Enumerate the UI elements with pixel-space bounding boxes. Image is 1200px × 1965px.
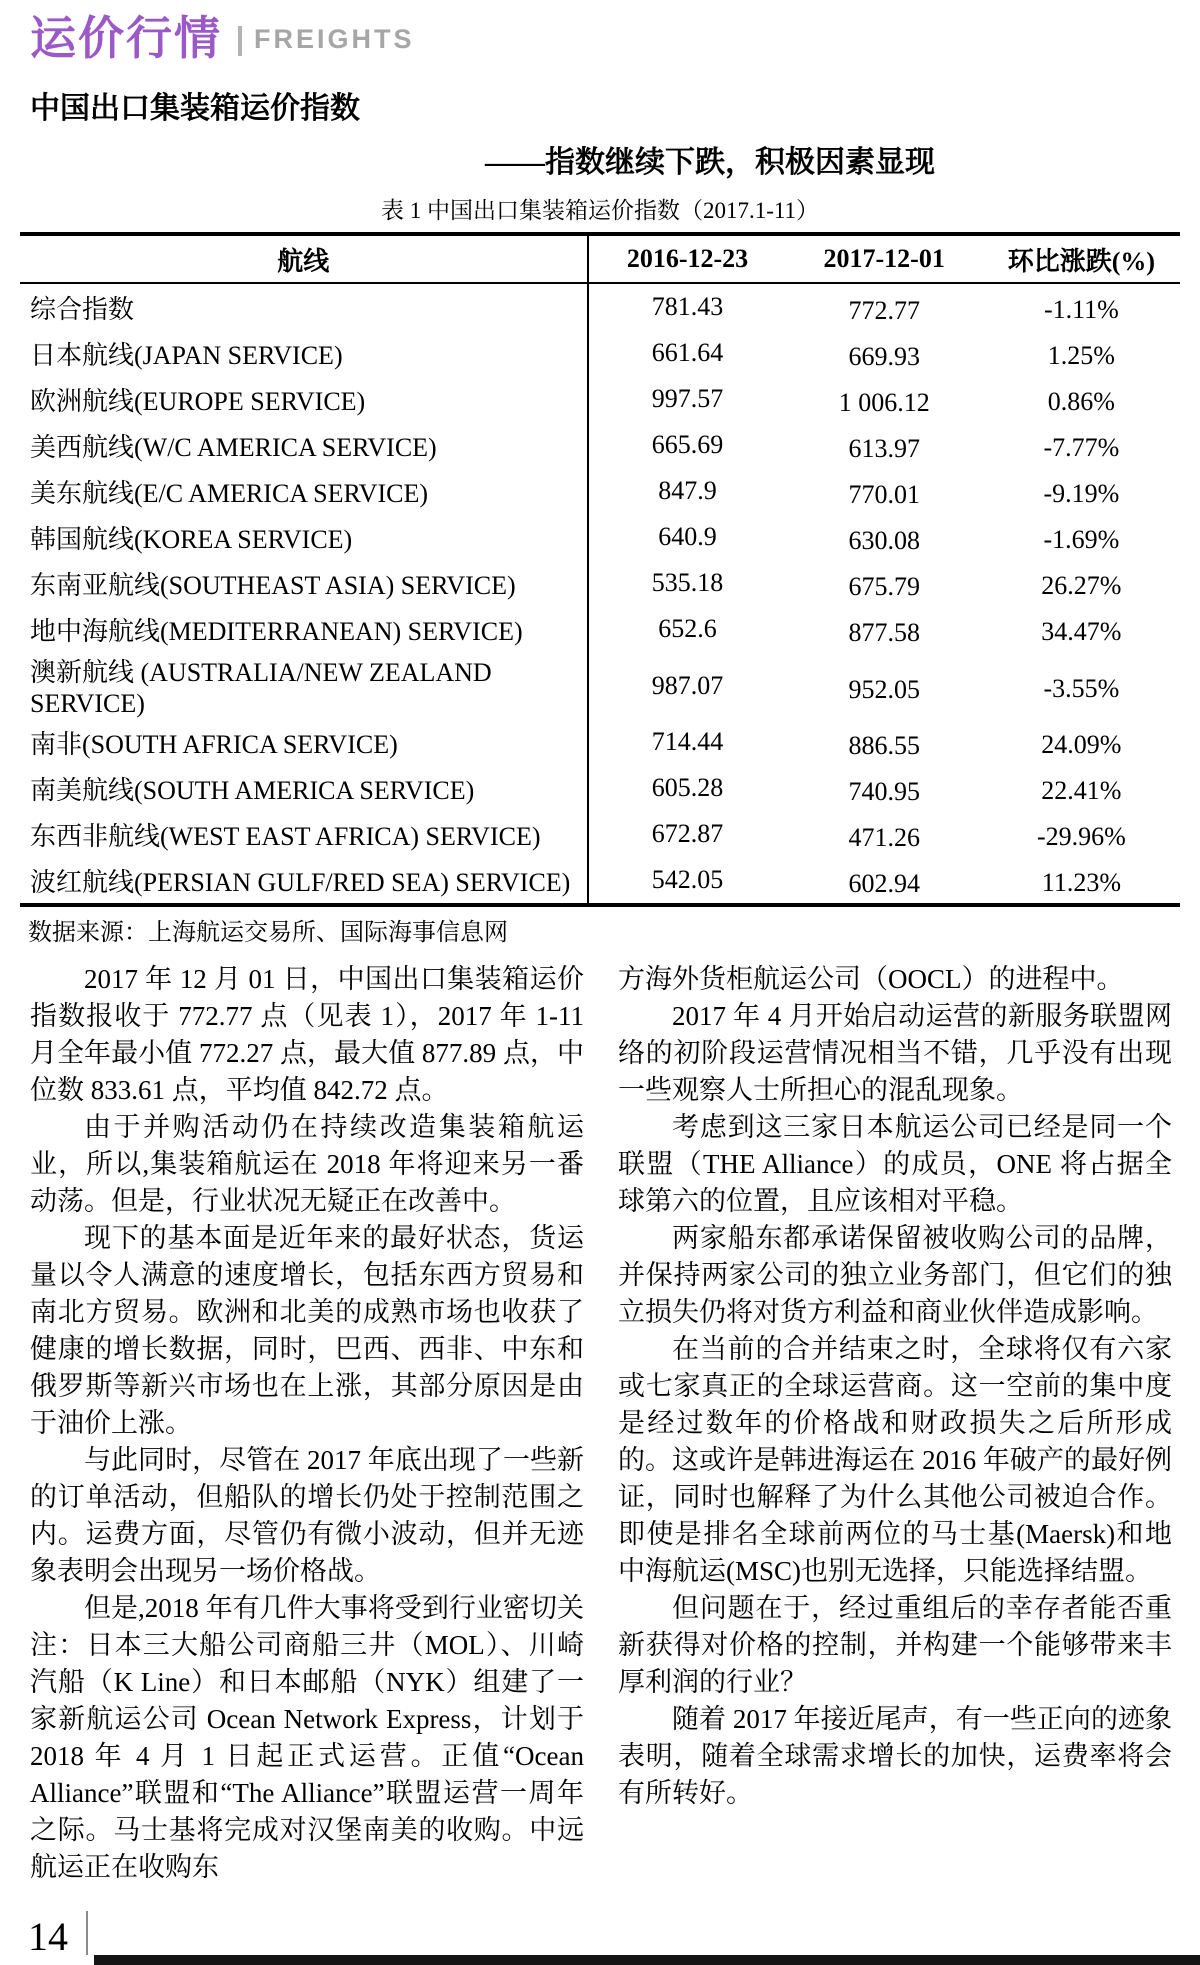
table-row (20, 376, 1180, 422)
body-paragraph: 由于并购活动仍在持续改造集装箱航运业，所以,集装箱航运在 2018 年将迎来另一番动荡。但是，行业状况无疑正在改善中。 (30, 1112, 584, 1216)
route-cell: 东南亚航线(SOUTHEAST ASIA) SERVICE) (20, 560, 588, 606)
freight-index-table (20, 232, 1180, 907)
change-cell: -1.11% (1043, 295, 1119, 324)
value-2016-cell: 652.6 (658, 614, 717, 643)
route-cell: 美西航线(W/C AMERICA SERVICE) (20, 422, 588, 468)
body-paragraph: 现下的基本面是近年来的最好状态，货运量以令人满意的速度增长，包括东西方贸易和南北方贸易。欧洲和北美的成熟市场也收获了健康的增长数据，同时，巴西、西非、中东和俄罗斯等新兴市场也在上涨，其部分原因是由于油价上涨。 (30, 1223, 584, 1438)
header-divider-line (238, 26, 242, 56)
change-cell: 34.47% (1041, 617, 1122, 646)
body-text (30, 961, 1172, 1886)
change-cell: 26.27% (1041, 571, 1122, 600)
value-2017-cell: 877.58 (848, 618, 920, 647)
route-cell: 东西非航线(WEST EAST AFRICA) SERVICE) (20, 811, 588, 857)
value-2017-cell: 952.05 (848, 674, 920, 704)
change-cell: 0.86% (1047, 387, 1115, 416)
value-2017-cell: 772.77 (848, 296, 920, 325)
table-row (20, 422, 1180, 468)
value-2017-cell: 669.93 (848, 342, 920, 371)
route-cell: 综合指数 (20, 283, 588, 330)
value-2017-cell: 613.97 (848, 434, 920, 463)
body-paragraph: 考虑到这三家日本航运公司已经是同一个联盟（THE Alliance）的成员，ONE 将占据全球第六的位置，且应该相对平稳。 (618, 1112, 1172, 1216)
table-row (20, 765, 1180, 811)
table-row (20, 514, 1180, 560)
value-2017-cell: 770.01 (848, 480, 920, 509)
table-row (20, 719, 1180, 765)
change-cell: -9.19% (1043, 479, 1120, 508)
body-paragraph: 2017 年 12 月 01 日，中国出口集装箱运价指数报收于 772.77 点（见表 1），2017 年 1-11 月全年最小值 772.27 点，最大值 877.89 点，中位数 833.61 点，平均值 842.72 点。 (30, 964, 584, 1105)
body-paragraph: 方海外货柜航运公司（OOCL）的进程中。 (618, 964, 1124, 994)
route-cell: 南美航线(SOUTH AMERICA SERVICE) (20, 765, 588, 811)
body-paragraph: 两家船东都承诺保留被收购公司的品牌，并保持两家公司的独立业务部门，但它们的独立损失仍将对货方利益和商业伙伴造成影响。 (618, 1223, 1172, 1327)
change-cell: 11.23% (1041, 868, 1121, 897)
value-2017-cell: 675.79 (848, 572, 920, 601)
section-title-zh: 运价行情 (30, 12, 222, 64)
body-paragraph: 与此同时，尽管在 2017 年底出现了一些新的订单活动，但船队的增长仍处于控制范围之内。运费方面，尽管仍有微小波动，但并无迹象表明会出现另一场价格战。 (30, 1445, 584, 1586)
value-2017-cell: 1 006.12 (838, 388, 930, 417)
body-paragraph: 随着 2017 年接近尾声，有一些正向的迹象表明，随着全球需求增长的加快，运费率将会有所转好。 (618, 1704, 1172, 1808)
table-row (20, 652, 1180, 719)
table-row (20, 560, 1180, 606)
change-cell: -7.77% (1043, 433, 1120, 462)
value-2016-cell: 665.69 (651, 430, 724, 459)
body-column-left (30, 961, 584, 1886)
table-row (20, 468, 1180, 514)
column-header-2017: 2017-12-01 (786, 234, 983, 283)
table-header (20, 234, 1180, 283)
change-cell: -3.55% (1043, 673, 1120, 703)
value-2017-cell: 740.95 (848, 777, 920, 806)
route-cell: 美东航线(E/C AMERICA SERVICE) (20, 468, 588, 514)
footer-bar (94, 1955, 1200, 1965)
body-paragraph: 但问题在于，经过重组后的幸存者能否重新获得对价格的控制，并构建一个能够带来丰厚利润的行业？ (618, 1593, 1172, 1697)
section-title-en: FREIGHTS (254, 24, 415, 54)
table-row (20, 811, 1180, 857)
route-cell: 南非(SOUTH AFRICA SERVICE) (20, 719, 588, 765)
value-2016-cell: 672.87 (651, 819, 724, 848)
change-cell: 1.25% (1047, 341, 1115, 370)
value-2016-cell: 987.07 (651, 670, 724, 700)
value-2016-cell: 997.57 (651, 384, 724, 413)
section-header (0, 0, 1200, 64)
column-header-2016: 2016-12-23 (588, 234, 785, 283)
value-2017-cell: 886.55 (848, 731, 920, 760)
change-cell: 24.09% (1041, 730, 1122, 759)
route-cell: 地中海航线(MEDITERRANEAN) SERVICE) (20, 606, 588, 652)
value-2017-cell: 602.94 (848, 869, 920, 898)
value-2016-cell: 640.9 (658, 522, 717, 551)
body-column-right (618, 961, 1172, 1886)
table-header-row (20, 234, 1180, 283)
route-cell: 日本航线(JAPAN SERVICE) (20, 330, 588, 376)
route-cell: 波红航线(PERSIAN GULF/RED SEA) SERVICE) (20, 857, 588, 905)
table-row (20, 857, 1180, 905)
value-2016-cell: 542.05 (651, 865, 724, 894)
table-caption: 表 1 中国出口集装箱运价指数（2017.1-11） (380, 198, 820, 223)
table-source: 数据来源：上海航运交易所、国际海事信息网 (28, 920, 508, 946)
body-paragraph: 在当前的合并结束之时，全球将仅有六家或七家真正的全球运营商。这一空前的集中度是经过数年的价格战和财政损失之后所形成的。这或许是韩进海运在 2016 年破产的最好例证，同时也解释了为什么其他公司被迫合作。即使是排名全球前两位的马士基(Maersk)和地中海航运(MSC)也别无选择，只能选择结盟。 (618, 1334, 1172, 1586)
footer-tick-line (86, 1911, 88, 1955)
value-2016-cell: 781.43 (651, 292, 724, 321)
column-header-change: 环比涨跌(%) (983, 234, 1180, 283)
body-paragraph: 但是,2018 年有几件大事将受到行业密切关注：日本三大船公司商船三井（MOL）、川崎汽船（K Line）和日本邮船（NYK）组建了一家新航运公司 Ocean Network Express，计划于 2018 年 4 月 1 日起正式运营。正值“Ocean Alliance”联盟和“The Alliance”联盟运营一周年之际。马士基将完成对汉堡南美的收购。中远航运正在收购东 (30, 1593, 584, 1882)
route-cell: 韩国航线(KOREA SERVICE) (20, 514, 588, 560)
change-cell: -29.96% (1036, 822, 1126, 851)
table-row (20, 330, 1180, 376)
value-2016-cell: 605.28 (651, 773, 724, 802)
article-title: 中国出口集装箱运价指数 (30, 92, 360, 125)
table-row (20, 606, 1180, 652)
table-body (20, 283, 1180, 905)
change-cell: -1.69% (1043, 525, 1120, 554)
value-2016-cell: 661.64 (651, 338, 724, 367)
value-2017-cell: 630.08 (848, 526, 920, 555)
page-number: 14 (28, 1914, 68, 1959)
article-subtitle: ——指数继续下跌，积极因素显现 (485, 146, 935, 179)
route-cell: 欧洲航线(EUROPE SERVICE) (20, 376, 588, 422)
change-cell: 22.41% (1041, 776, 1122, 805)
body-paragraph: 2017 年 4 月开始启动运营的新服务联盟网络的初阶段运营情况相当不错，几乎没有出现一些观察人士所担心的混乱现象。 (618, 1001, 1172, 1105)
column-header-route: 航线 (20, 234, 588, 283)
value-2016-cell: 847.9 (658, 476, 717, 505)
value-2016-cell: 535.18 (651, 568, 724, 597)
route-cell: 澳新航线 (AUSTRALIA/NEW ZEALAND SERVICE) (20, 652, 588, 719)
value-2016-cell: 714.44 (651, 727, 724, 756)
value-2017-cell: 471.26 (848, 823, 920, 852)
table-row (20, 283, 1180, 330)
